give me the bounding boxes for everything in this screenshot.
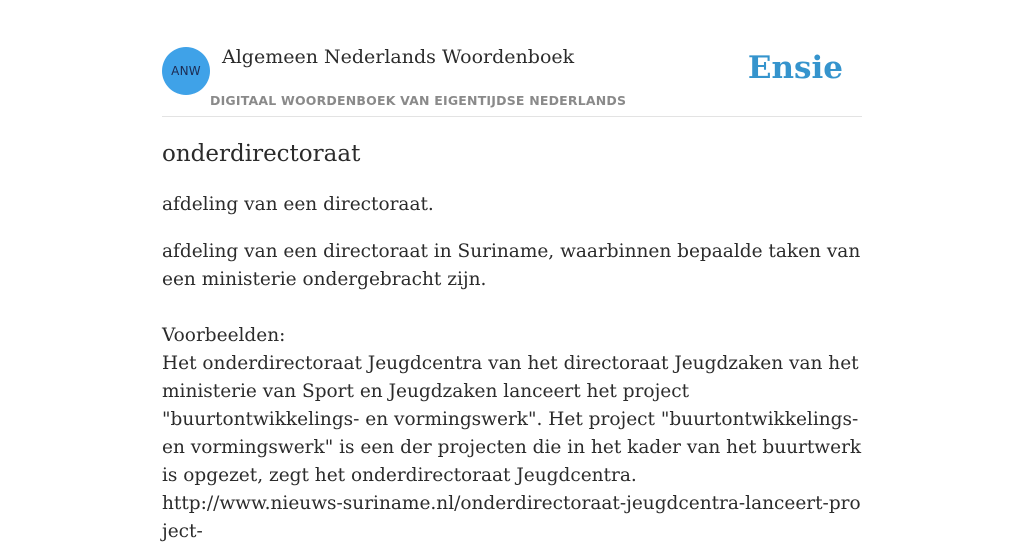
site-header: [162, 0, 862, 117]
ensie-brand-link[interactable]: Ensie: [747, 50, 843, 86]
definition-1: afdeling van een directoraat.: [162, 194, 434, 215]
example-text: Het onderdirectoraat Jeugdcentra van het directoraat Jeugdzaken van het ministerie van Sport en Jeugdzaken lanceert het project "buurtontwikkelings- en vormingswerk". Het project "buurtontwikkelings- en vormingswerk" is een der projecten die in het kader van het buurtwerk is opgezet, zegt het onderdirectoraat Jeugdcentra.: [162, 353, 862, 486]
examples-label: Voorbeelden:: [162, 325, 286, 346]
example-source-link[interactable]: http://www.nieuws-suriname.nl/onderdirectoraat-jeugdcentra-lanceert-project-: [162, 493, 861, 542]
examples-section: [162, 322, 862, 546]
entry-content: [162, 138, 862, 546]
site-subtitle: DIGITAAL WOORDENBOEK VAN EIGENTIJDSE NEDERLANDS: [210, 93, 627, 108]
anw-logo[interactable]: [162, 47, 210, 95]
definition-2: afdeling van een directoraat in Suriname, waarbinnen bepaalde taken van een ministerie ondergebracht zijn.: [162, 241, 861, 290]
page-title: onderdirectoraat: [162, 141, 361, 167]
site-title[interactable]: Algemeen Nederlands Woordenboek: [222, 46, 575, 68]
logo-text: ANW: [171, 64, 201, 78]
